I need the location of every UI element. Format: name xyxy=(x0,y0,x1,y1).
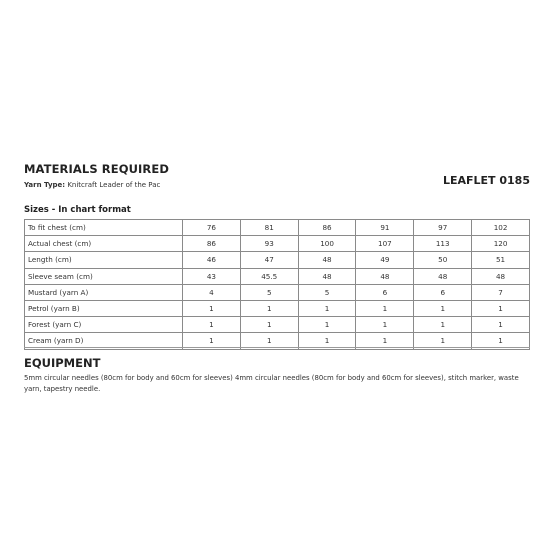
table-cell: 51 xyxy=(472,252,530,268)
table-cell: 6 xyxy=(356,284,414,300)
table-cell: 1 xyxy=(240,300,298,316)
table-cell: 81 xyxy=(240,220,298,236)
table-cell: 43 xyxy=(183,268,241,284)
equipment-title: EQUIPMENT xyxy=(24,356,101,370)
table-row xyxy=(25,252,530,268)
table-cell: 93 xyxy=(240,236,298,252)
table-cell: 76 xyxy=(183,220,241,236)
table-cell: 47 xyxy=(240,252,298,268)
materials-header xyxy=(24,160,530,200)
yarn-type-value: Knitcraft Leader of the Pac xyxy=(67,181,161,189)
row-label: Mustard (yarn A) xyxy=(25,284,183,300)
equipment-text: 5mm circular needles (80cm for body and 60cm for sleeves) 4mm circular needles (80cm for body and 60cm for sleeves), stitch marker, waste yarn, tapestry needle. xyxy=(24,374,519,393)
table-cell: 1 xyxy=(472,317,530,333)
table-row xyxy=(25,300,530,316)
row-label: Petrol (yarn B) xyxy=(25,300,183,316)
pattern-document xyxy=(24,160,530,393)
table-cell: 107 xyxy=(356,236,414,252)
table-cell: 4 xyxy=(183,284,241,300)
row-label: Forest (yarn C) xyxy=(25,317,183,333)
table-cell: 48 xyxy=(472,268,530,284)
table-cell: 1 xyxy=(356,300,414,316)
yarn-type-line xyxy=(24,181,160,189)
table-row xyxy=(25,284,530,300)
sizes-table xyxy=(24,219,530,350)
table-cell: 1 xyxy=(356,317,414,333)
table-cell: 1 xyxy=(183,333,241,349)
table-cell: 1 xyxy=(183,300,241,316)
sizes-title: Sizes - In chart format xyxy=(24,205,131,215)
table-cell: 1 xyxy=(240,317,298,333)
table-cell: 91 xyxy=(356,220,414,236)
table-row xyxy=(25,236,530,252)
row-label: Length (cm) xyxy=(25,252,183,268)
table-cell: 113 xyxy=(414,236,472,252)
table-cell: 1 xyxy=(472,333,530,349)
table-cell: 102 xyxy=(472,220,530,236)
table-cell: 48 xyxy=(356,268,414,284)
table-cell: 49 xyxy=(356,252,414,268)
table-cell: 1 xyxy=(298,317,356,333)
table-cell: 46 xyxy=(183,252,241,268)
table-cell: 1 xyxy=(240,333,298,349)
table-cell: 1 xyxy=(298,333,356,349)
table-cell: 1 xyxy=(414,333,472,349)
table-cell: 1 xyxy=(472,300,530,316)
table-cell: 86 xyxy=(298,220,356,236)
materials-title: MATERIALS REQUIRED xyxy=(24,162,169,176)
table-cell: 48 xyxy=(298,268,356,284)
table-cell: 86 xyxy=(183,236,241,252)
table-cell: 45.5 xyxy=(240,268,298,284)
table-cell: 120 xyxy=(472,236,530,252)
table-cell: 5 xyxy=(298,284,356,300)
table-row xyxy=(25,268,530,284)
row-label: Actual chest (cm) xyxy=(25,236,183,252)
table-cell: 1 xyxy=(298,300,356,316)
table-cell: 7 xyxy=(472,284,530,300)
table-cell: 6 xyxy=(414,284,472,300)
table-cell: 1 xyxy=(183,317,241,333)
table-cell: 50 xyxy=(414,252,472,268)
table-cell: 1 xyxy=(414,317,472,333)
table-cell: 5 xyxy=(240,284,298,300)
section-divider xyxy=(24,347,530,348)
table-cell: 100 xyxy=(298,236,356,252)
table-cell: 48 xyxy=(414,268,472,284)
table-row xyxy=(25,220,530,236)
row-label: Cream (yarn D) xyxy=(25,333,183,349)
table-cell: 1 xyxy=(414,300,472,316)
yarn-type-label: Yarn Type: xyxy=(24,181,66,189)
row-label: Sleeve seam (cm) xyxy=(25,268,183,284)
row-label: To fit chest (cm) xyxy=(25,220,183,236)
table-cell: 97 xyxy=(414,220,472,236)
table-cell: 48 xyxy=(298,252,356,268)
leaflet-number: LEAFLET 0185 xyxy=(442,174,530,187)
table-row xyxy=(25,317,530,333)
table-cell: 1 xyxy=(356,333,414,349)
